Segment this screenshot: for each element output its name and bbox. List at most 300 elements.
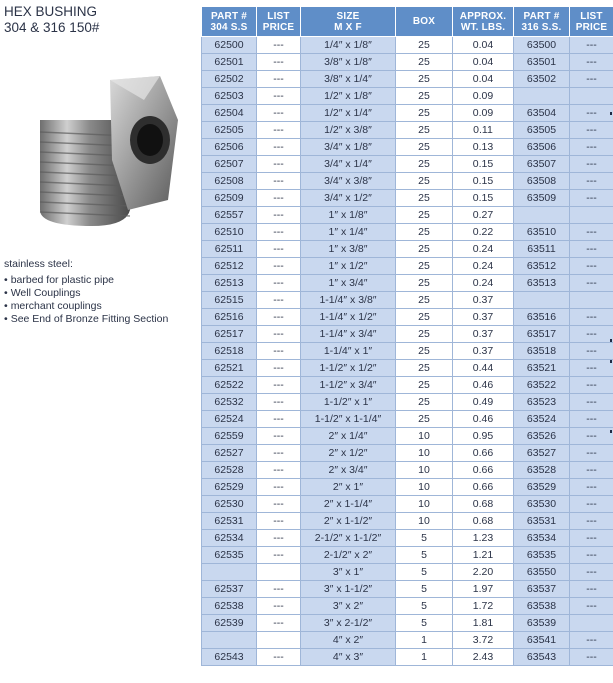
cell-list-price [257, 564, 301, 581]
cell-list-price-316: --- [570, 445, 613, 462]
table-row [202, 377, 613, 394]
cell-part-304: 62517 [202, 326, 257, 343]
cell-size: 2″ x 1/2″ [301, 445, 396, 462]
cell-part-304: 62543 [202, 649, 257, 666]
cell-list-price-316: --- [570, 309, 613, 326]
cell-part-316: 63528 [514, 462, 570, 479]
cell-part-316: 63529 [514, 479, 570, 496]
cell-box: 25 [396, 105, 453, 122]
cell-weight: 0.37 [453, 326, 514, 343]
col-header-box: BOX [396, 7, 453, 37]
cell-part-316: 63508 [514, 173, 570, 190]
cell-part-304: 62515 [202, 292, 257, 309]
cell-size: 1″ x 1/4″ [301, 224, 396, 241]
table-row [202, 292, 613, 309]
cell-list-price: --- [257, 88, 301, 105]
table-row [202, 258, 613, 275]
hex-bushing-image [22, 60, 182, 230]
cell-part-316: 63517 [514, 326, 570, 343]
cell-size: 1/2″ x 1/8″ [301, 88, 396, 105]
cell-weight: 1.97 [453, 581, 514, 598]
cell-size: 3/4″ x 1/4″ [301, 156, 396, 173]
table-row [202, 173, 613, 190]
cell-box: 25 [396, 173, 453, 190]
cell-size: 3″ x 2″ [301, 598, 396, 615]
cell-part-316: 63502 [514, 71, 570, 88]
cell-box: 5 [396, 615, 453, 632]
cell-weight: 0.49 [453, 394, 514, 411]
notes-intro: stainless steel: [4, 258, 73, 270]
cell-size: 1-1/4″ x 3/8″ [301, 292, 396, 309]
cell-box: 5 [396, 530, 453, 547]
table-row [202, 564, 613, 581]
cell-part-304 [202, 564, 257, 581]
cell-part-304: 62512 [202, 258, 257, 275]
cell-size: 3″ x 1″ [301, 564, 396, 581]
cell-list-price: --- [257, 37, 301, 54]
cell-size: 1/2″ x 3/8″ [301, 122, 396, 139]
cell-part-304: 62535 [202, 547, 257, 564]
cell-list-price: --- [257, 207, 301, 224]
table-row [202, 241, 613, 258]
cell-part-304: 62506 [202, 139, 257, 156]
cell-box: 25 [396, 139, 453, 156]
cell-part-316: 63505 [514, 122, 570, 139]
cell-weight: 0.66 [453, 462, 514, 479]
cell-part-304: 62557 [202, 207, 257, 224]
cell-weight: 2.43 [453, 649, 514, 666]
cell-box: 25 [396, 88, 453, 105]
cell-list-price: --- [257, 292, 301, 309]
cell-part-316: 63521 [514, 360, 570, 377]
table-row [202, 360, 613, 377]
cell-list-price: --- [257, 411, 301, 428]
cell-size: 3″ x 1-1/2″ [301, 581, 396, 598]
cell-list-price: --- [257, 394, 301, 411]
cell-box: 25 [396, 343, 453, 360]
cell-size: 4″ x 2″ [301, 632, 396, 649]
cell-part-316: 63506 [514, 139, 570, 156]
cell-part-316: 63511 [514, 241, 570, 258]
cell-part-304: 62508 [202, 173, 257, 190]
table-row [202, 394, 613, 411]
cell-part-316: 63523 [514, 394, 570, 411]
price-table [201, 6, 613, 666]
cell-list-price-316: --- [570, 394, 613, 411]
cell-size: 2″ x 1-1/4″ [301, 496, 396, 513]
col-header-part-304: PART # 304 S.S [202, 7, 257, 37]
cell-list-price-316: --- [570, 649, 613, 666]
cell-box: 25 [396, 190, 453, 207]
cell-list-price: --- [257, 122, 301, 139]
cell-list-price: --- [257, 71, 301, 88]
cell-weight: 0.24 [453, 275, 514, 292]
cell-part-304: 62531 [202, 513, 257, 530]
cell-part-316: 63537 [514, 581, 570, 598]
cell-list-price: --- [257, 190, 301, 207]
cell-part-316: 63512 [514, 258, 570, 275]
table-row [202, 343, 613, 360]
cell-part-316: 63531 [514, 513, 570, 530]
cell-weight: 0.66 [453, 445, 514, 462]
table-row [202, 190, 613, 207]
cell-part-316: 63538 [514, 598, 570, 615]
price-table-wrap [201, 6, 613, 666]
cell-list-price: --- [257, 530, 301, 547]
cell-weight: 0.15 [453, 190, 514, 207]
cell-part-316 [514, 292, 570, 309]
cell-size: 1-1/2″ x 1-1/4″ [301, 411, 396, 428]
adjacent-page-edge [609, 40, 613, 680]
cell-part-304: 62501 [202, 54, 257, 71]
cell-size: 1″ x 1/2″ [301, 258, 396, 275]
cell-size: 3/4″ x 1/8″ [301, 139, 396, 156]
cell-weight: 0.11 [453, 122, 514, 139]
table-row [202, 54, 613, 71]
cell-part-316: 63522 [514, 377, 570, 394]
cell-part-304: 62518 [202, 343, 257, 360]
cell-list-price: --- [257, 445, 301, 462]
cell-list-price-316 [570, 615, 613, 632]
cell-list-price-316: --- [570, 54, 613, 71]
cell-list-price-316: --- [570, 224, 613, 241]
table-row [202, 496, 613, 513]
cell-part-304: 62524 [202, 411, 257, 428]
cell-size: 1-1/2″ x 3/4″ [301, 377, 396, 394]
cell-weight: 3.72 [453, 632, 514, 649]
cell-list-price-316: --- [570, 564, 613, 581]
cell-box: 25 [396, 360, 453, 377]
cell-box: 1 [396, 632, 453, 649]
table-row [202, 37, 613, 54]
cell-weight: 0.09 [453, 105, 514, 122]
cell-size: 1-1/2″ x 1/2″ [301, 360, 396, 377]
cell-weight: 1.23 [453, 530, 514, 547]
cell-part-316 [514, 88, 570, 105]
cell-box: 10 [396, 445, 453, 462]
cell-list-price-316: --- [570, 258, 613, 275]
cell-box: 25 [396, 207, 453, 224]
cell-list-price: --- [257, 309, 301, 326]
cell-weight: 0.37 [453, 292, 514, 309]
cell-weight: 0.04 [453, 54, 514, 71]
cell-list-price [257, 632, 301, 649]
table-row [202, 513, 613, 530]
cell-box: 1 [396, 649, 453, 666]
cell-box: 5 [396, 547, 453, 564]
table-row [202, 479, 613, 496]
table-row [202, 105, 613, 122]
cell-weight: 0.24 [453, 258, 514, 275]
cell-weight: 1.72 [453, 598, 514, 615]
table-row [202, 649, 613, 666]
cell-list-price-316: --- [570, 530, 613, 547]
cell-list-price-316: --- [570, 479, 613, 496]
cell-list-price-316: --- [570, 360, 613, 377]
cell-box: 25 [396, 309, 453, 326]
cell-part-316: 63518 [514, 343, 570, 360]
cell-list-price-316: --- [570, 581, 613, 598]
cell-part-304: 62522 [202, 377, 257, 394]
cell-part-316: 63530 [514, 496, 570, 513]
cell-part-316 [514, 207, 570, 224]
cell-part-316: 63513 [514, 275, 570, 292]
cell-list-price: --- [257, 156, 301, 173]
title-line-2: 304 & 316 150# [4, 20, 100, 35]
cell-part-316: 63534 [514, 530, 570, 547]
table-row [202, 428, 613, 445]
cell-list-price-316 [570, 88, 613, 105]
cell-list-price-316: --- [570, 428, 613, 445]
cell-list-price-316: --- [570, 343, 613, 360]
cell-list-price: --- [257, 462, 301, 479]
cell-list-price: --- [257, 428, 301, 445]
cell-size: 2″ x 1/4″ [301, 428, 396, 445]
cell-box: 25 [396, 377, 453, 394]
cell-list-price-316: --- [570, 326, 613, 343]
cell-part-316: 63504 [514, 105, 570, 122]
table-row [202, 462, 613, 479]
cell-list-price: --- [257, 105, 301, 122]
table-row [202, 156, 613, 173]
cell-box: 25 [396, 71, 453, 88]
cell-size: 1″ x 3/4″ [301, 275, 396, 292]
cell-list-price-316 [570, 207, 613, 224]
table-row [202, 547, 613, 564]
cell-size: 3/4″ x 1/2″ [301, 190, 396, 207]
cell-list-price: --- [257, 649, 301, 666]
cell-box: 10 [396, 428, 453, 445]
cell-list-price: --- [257, 258, 301, 275]
notes-item: • See End of Bronze Fitting Section [4, 313, 168, 326]
cell-part-316: 63509 [514, 190, 570, 207]
cell-weight: 1.81 [453, 615, 514, 632]
cell-part-304: 62503 [202, 88, 257, 105]
cell-list-price-316: --- [570, 139, 613, 156]
cell-size: 2″ x 3/4″ [301, 462, 396, 479]
cell-list-price: --- [257, 54, 301, 71]
cell-size: 1-1/2″ x 1″ [301, 394, 396, 411]
cell-size: 1″ x 3/8″ [301, 241, 396, 258]
cell-list-price-316: --- [570, 462, 613, 479]
cell-part-316: 63516 [514, 309, 570, 326]
notes-item: • Well Couplings [4, 287, 168, 300]
cell-weight: 2.20 [453, 564, 514, 581]
notes-list [4, 274, 168, 326]
cell-box: 10 [396, 496, 453, 513]
table-row [202, 326, 613, 343]
cell-part-316: 63550 [514, 564, 570, 581]
cell-box: 25 [396, 275, 453, 292]
col-header-size: SIZE M X F [301, 7, 396, 37]
cell-size: 1/2″ x 1/4″ [301, 105, 396, 122]
cell-box: 25 [396, 37, 453, 54]
cell-box: 10 [396, 479, 453, 496]
cell-box: 25 [396, 326, 453, 343]
cell-part-316: 63535 [514, 547, 570, 564]
col-header-list-price: LIST PRICE [257, 7, 301, 37]
cell-list-price-316: --- [570, 513, 613, 530]
notes-item: • merchant couplings [4, 300, 168, 313]
cell-box: 25 [396, 224, 453, 241]
cell-size: 2-1/2″ x 1-1/2″ [301, 530, 396, 547]
cell-box: 25 [396, 411, 453, 428]
notes-item: • barbed for plastic pipe [4, 274, 168, 287]
cell-box: 5 [396, 564, 453, 581]
cell-size: 2-1/2″ x 2″ [301, 547, 396, 564]
cell-list-price-316: --- [570, 377, 613, 394]
cell-list-price-316: --- [570, 71, 613, 88]
cell-size: 2″ x 1″ [301, 479, 396, 496]
cell-weight: 0.22 [453, 224, 514, 241]
table-row [202, 88, 613, 105]
product-title [4, 4, 99, 36]
cell-list-price-316: --- [570, 105, 613, 122]
cell-part-316: 63524 [514, 411, 570, 428]
cell-size: 1-1/4″ x 1″ [301, 343, 396, 360]
cell-weight: 0.46 [453, 377, 514, 394]
cell-size: 1″ x 1/8″ [301, 207, 396, 224]
table-row [202, 71, 613, 88]
table-row [202, 445, 613, 462]
cell-part-316: 63539 [514, 615, 570, 632]
cell-part-304: 62537 [202, 581, 257, 598]
cell-box: 25 [396, 292, 453, 309]
table-body [202, 37, 613, 666]
cell-part-304 [202, 632, 257, 649]
cell-list-price: --- [257, 479, 301, 496]
table-row [202, 122, 613, 139]
cell-list-price: --- [257, 275, 301, 292]
cell-part-304: 62521 [202, 360, 257, 377]
cell-list-price: --- [257, 326, 301, 343]
cell-weight: 0.15 [453, 173, 514, 190]
cell-list-price-316: --- [570, 598, 613, 615]
product-notes [4, 258, 168, 326]
cell-weight: 0.27 [453, 207, 514, 224]
cell-weight: 1.21 [453, 547, 514, 564]
cell-part-304: 62504 [202, 105, 257, 122]
cell-weight: 0.13 [453, 139, 514, 156]
table-row [202, 309, 613, 326]
table-row [202, 615, 613, 632]
cell-size: 1-1/4″ x 3/4″ [301, 326, 396, 343]
table-header-row [202, 7, 613, 37]
cell-list-price-316: --- [570, 496, 613, 513]
cell-box: 25 [396, 122, 453, 139]
cell-weight: 0.46 [453, 411, 514, 428]
cell-size: 4″ x 3″ [301, 649, 396, 666]
cell-box: 25 [396, 258, 453, 275]
cell-part-304: 62532 [202, 394, 257, 411]
cell-part-304: 62527 [202, 445, 257, 462]
col-header-list-price-316: LIST PRICE [570, 7, 613, 37]
left-panel [0, 0, 200, 683]
cell-list-price-316: --- [570, 547, 613, 564]
cell-box: 25 [396, 156, 453, 173]
title-line-1: HEX BUSHING [4, 4, 98, 19]
cell-part-304: 62502 [202, 71, 257, 88]
cell-list-price-316: --- [570, 122, 613, 139]
cell-weight: 0.09 [453, 88, 514, 105]
cell-list-price-316: --- [570, 173, 613, 190]
cell-list-price-316: --- [570, 156, 613, 173]
cell-box: 5 [396, 581, 453, 598]
cell-part-304: 62507 [202, 156, 257, 173]
cell-box: 25 [396, 394, 453, 411]
cell-part-304: 62505 [202, 122, 257, 139]
cell-list-price: --- [257, 139, 301, 156]
cell-part-316: 63501 [514, 54, 570, 71]
cell-weight: 0.24 [453, 241, 514, 258]
cell-list-price-316: --- [570, 632, 613, 649]
cell-weight: 0.68 [453, 496, 514, 513]
cell-part-316: 63526 [514, 428, 570, 445]
cell-part-304: 62513 [202, 275, 257, 292]
table-row [202, 139, 613, 156]
cell-list-price: --- [257, 547, 301, 564]
cell-list-price: --- [257, 513, 301, 530]
col-header-weight: APPROX. WT. LBS. [453, 7, 514, 37]
cell-list-price: --- [257, 496, 301, 513]
cell-list-price-316: --- [570, 275, 613, 292]
cell-size: 1-1/4″ x 1/2″ [301, 309, 396, 326]
table-row [202, 207, 613, 224]
cell-part-316: 63507 [514, 156, 570, 173]
cell-box: 5 [396, 598, 453, 615]
cell-box: 10 [396, 462, 453, 479]
table-row [202, 530, 613, 547]
cell-list-price-316 [570, 292, 613, 309]
cell-list-price: --- [257, 598, 301, 615]
table-row [202, 598, 613, 615]
cell-list-price: --- [257, 224, 301, 241]
table-row [202, 632, 613, 649]
cell-part-304: 62509 [202, 190, 257, 207]
cell-weight: 0.15 [453, 156, 514, 173]
cell-weight: 0.37 [453, 343, 514, 360]
table-row [202, 581, 613, 598]
cell-part-316: 63543 [514, 649, 570, 666]
cell-list-price-316: --- [570, 190, 613, 207]
cell-part-304: 62500 [202, 37, 257, 54]
table-row [202, 224, 613, 241]
cell-part-316: 63500 [514, 37, 570, 54]
cell-size: 3″ x 2-1/2″ [301, 615, 396, 632]
table-row [202, 411, 613, 428]
col-header-part-316: PART # 316 S.S. [514, 7, 570, 37]
cell-part-304: 62534 [202, 530, 257, 547]
cell-weight: 0.68 [453, 513, 514, 530]
cell-weight: 0.04 [453, 71, 514, 88]
cell-box: 25 [396, 241, 453, 258]
cell-size: 3/8″ x 1/8″ [301, 54, 396, 71]
cell-size: 3/8″ x 1/4″ [301, 71, 396, 88]
cell-list-price-316: --- [570, 411, 613, 428]
cell-part-304: 62528 [202, 462, 257, 479]
cell-part-304: 62538 [202, 598, 257, 615]
cell-list-price: --- [257, 343, 301, 360]
cell-list-price: --- [257, 581, 301, 598]
cell-part-304: 62511 [202, 241, 257, 258]
cell-weight: 0.66 [453, 479, 514, 496]
cell-list-price-316: --- [570, 37, 613, 54]
cell-weight: 0.95 [453, 428, 514, 445]
cell-size: 3/4″ x 3/8″ [301, 173, 396, 190]
cell-part-304: 62529 [202, 479, 257, 496]
cell-part-304: 62516 [202, 309, 257, 326]
cell-part-316: 63527 [514, 445, 570, 462]
